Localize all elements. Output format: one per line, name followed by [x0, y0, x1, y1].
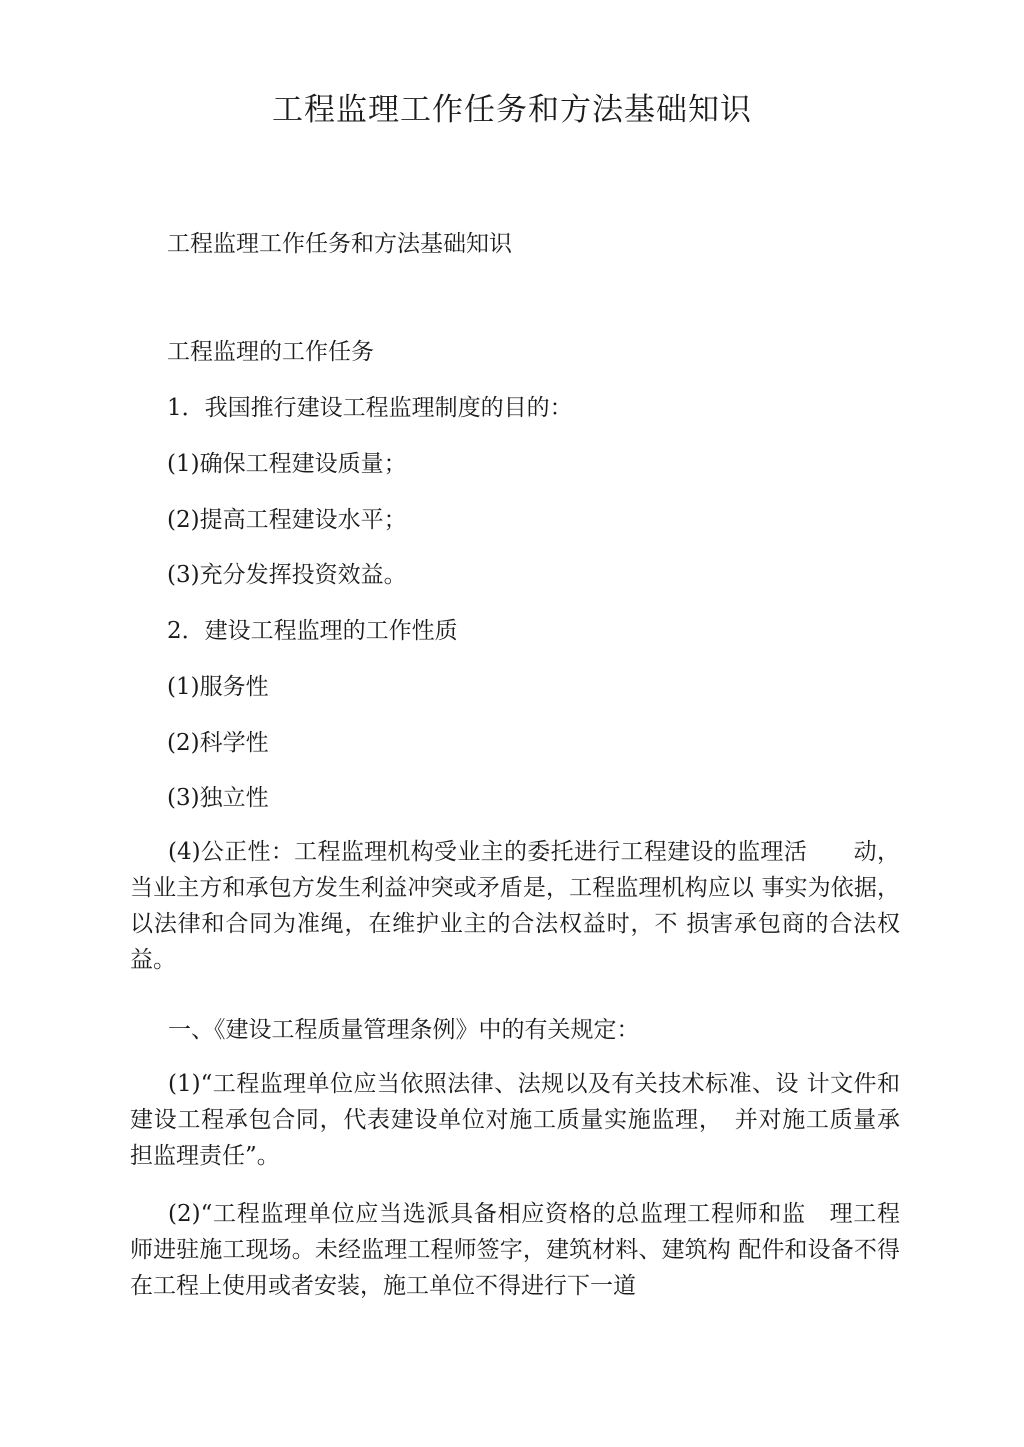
paragraph-regulation-2: (2)“工程监理单位应当选派具备相应资格的总监理工程师和监 理工程师进驻施工现场。未经监理工程师签字，建筑材料、建筑构 配件和设备不得在工程上使用或者安装，施工单位不得进行下一道: [130, 1201, 900, 1299]
paragraph-impartiality: (4)公正性：工程监理机构受业主的委托进行工程建设的监理活 动，当业主方和承包方发生利益冲突或矛盾是，工程监理机构应以 事实为依据，以法律和合同为准绳，在维护业主的合法权益时，不 损害承包商的合法权益。: [130, 839, 900, 973]
document-title: 工程监理工作任务和方法基础知识: [272, 92, 752, 128]
list-item-service: (1)服务性: [167, 674, 269, 700]
list-item-purpose: 1．我国推行建设工程监理制度的目的：: [167, 395, 573, 421]
paragraph-regulation-1: (1)“工程监理单位应当依照法律、法规以及有关技术标准、设 计文件和建设工程承包合同，代表建设单位对施工质量实施监理， 并对施工质量承担监理责任”。: [130, 1071, 900, 1169]
regulation-heading: 一、《建设工程质量管理条例》中的有关规定：: [168, 1017, 640, 1043]
list-item-independent: (3)独立性: [167, 785, 269, 811]
list-item-quality: (1)确保工程建设质量；: [167, 451, 407, 477]
section-heading: 工程监理的工作任务: [167, 339, 374, 365]
list-item-investment: (3)充分发挥投资效益。: [167, 562, 407, 588]
list-item-scientific: (2)科学性: [167, 730, 269, 756]
list-item-level: (2)提高工程建设水平；: [167, 507, 407, 533]
document-subtitle: 工程监理工作任务和方法基础知识: [167, 231, 512, 257]
list-item-nature: 2．建设工程监理的工作性质: [167, 618, 458, 644]
